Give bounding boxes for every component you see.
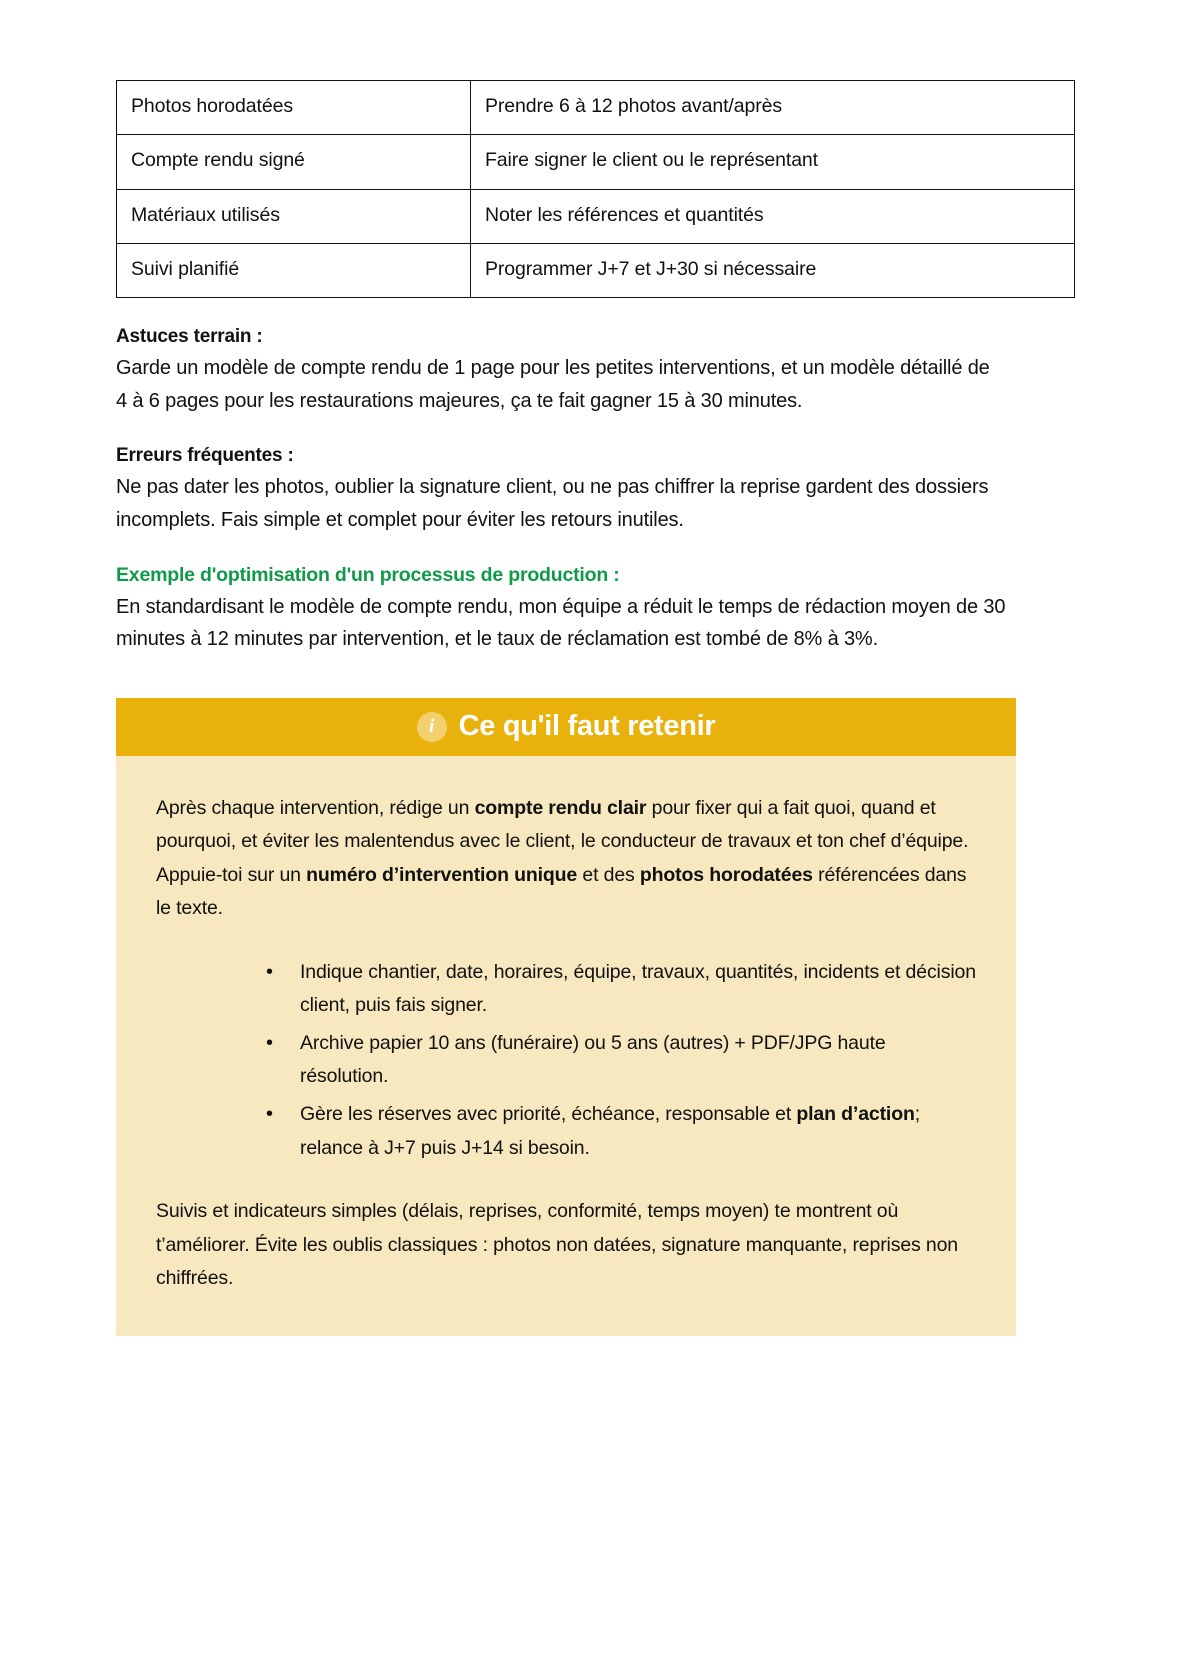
intro-part-4: référencées dans le texte. (156, 863, 967, 920)
bullet-text: Indique chantier, date, horaires, équipe, travaux, quantités, incidents et décision client, puis fais signer. (300, 960, 976, 1017)
info-icon: i (417, 712, 447, 742)
callout-body (116, 756, 1016, 1336)
section-heading: Astuces terrain : (116, 326, 263, 348)
table-cell-label: Suivi planifié (117, 244, 471, 298)
table-cell-value: Faire signer le client ou le représentant (471, 135, 1075, 189)
callout-closing-paragraph: Suivis et indicateurs simples (délais, reprises, conformité, temps moyen) te montrent où t’améliorer. Évite les oublis classiques : photos non datées, signature manquante, reprises non chiffrées. (156, 1200, 958, 1290)
table-row (117, 135, 1075, 189)
list-item (266, 1027, 976, 1094)
bullet-bold: plan d’action (796, 1102, 915, 1125)
table-cell-value: Prendre 6 à 12 photos avant/après (471, 81, 1075, 135)
callout-title: Ce qu'il faut retenir (458, 710, 716, 743)
section-exemple-optimisation (116, 564, 1006, 656)
callout-bullet-list (156, 956, 976, 1165)
bullet-text: Archive papier 10 ans (funéraire) ou 5 ans (autres) + PDF/JPG haute résolution. (300, 1031, 886, 1088)
intro-bold-1: compte rendu clair (474, 796, 647, 819)
key-takeaway-callout (116, 698, 1016, 1336)
callout-header (116, 698, 1016, 756)
section-heading: Erreurs fréquentes : (116, 445, 294, 467)
section-body: En standardisant le modèle de compte rendu, mon équipe a réduit le temps de rédaction moyen de 30 minutes à 12 minutes par intervention, et le taux de réclamation est tombé de 8% à 3%. (116, 595, 1006, 651)
table-cell-value: Programmer J+7 et J+30 si nécessaire (471, 244, 1075, 298)
intro-part-1: Après chaque intervention, rédige un (156, 796, 475, 819)
list-item (266, 956, 976, 1023)
table-cell-label: Matériaux utilisés (117, 189, 471, 243)
checklist-table (116, 80, 1075, 298)
section-body: Garde un modèle de compte rendu de 1 page pour les petites interventions, et un modèle détaillé de 4 à 6 pages pour les restaurations majeures, ça te fait gagner 15 à 30 minutes. (116, 357, 990, 412)
bullet-text-tail: ; relance à J+7 puis J+14 si besoin. (300, 1102, 920, 1159)
intro-part-3: et des (577, 863, 640, 886)
callout-intro-paragraph (156, 792, 976, 926)
section-heading-green: Exemple d'optimisation d'un processus de production : (116, 563, 620, 586)
bullet-text: Gère les réserves avec priorité, échéance, responsable et (300, 1102, 797, 1125)
table-row (117, 189, 1075, 243)
intro-bold-2: numéro d’intervention unique (306, 863, 578, 886)
intro-part-2: pour fixer qui a fait quoi, quand et pourquoi, et éviter les malentendus avec le client, le conducteur de travaux et ton chef d’équipe. Appuie-toi sur un (156, 796, 969, 886)
table-body (117, 81, 1075, 298)
table-cell-value: Noter les références et quantités (471, 189, 1075, 243)
section-body: Ne pas dater les photos, oublier la signature client, ou ne pas chiffrer la reprise gardent des dossiers incomplets. Fais simple et complet pour éviter les retours inutiles. (116, 476, 989, 531)
list-item (266, 1098, 976, 1165)
intro-bold-3: photos horodatées (639, 863, 813, 886)
section-astuces-terrain (116, 326, 1006, 417)
table-cell-label: Compte rendu signé (117, 135, 471, 189)
table-row (117, 244, 1075, 298)
table-cell-label: Photos horodatées (117, 81, 471, 135)
section-erreurs-frequentes (116, 445, 1006, 536)
table-row (117, 81, 1075, 135)
